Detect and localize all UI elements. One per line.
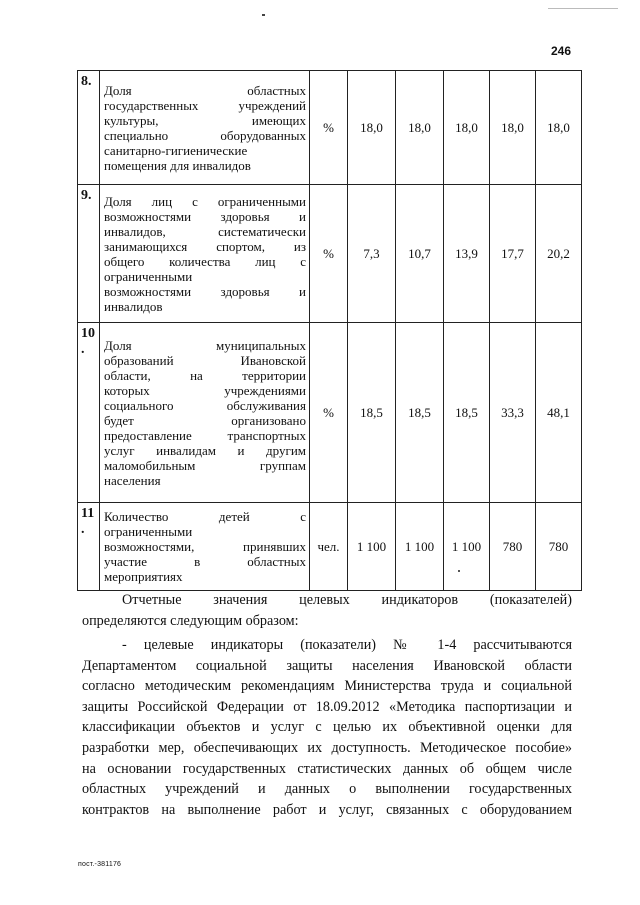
description-line: образований Ивановской <box>104 352 306 368</box>
text-line: определяются следующим образом: <box>82 612 299 629</box>
description-line: помещения для инвалидов <box>104 157 251 173</box>
description-line: санитарно-гигиенические <box>104 142 248 158</box>
description-line: Доля лиц с ограниченными <box>104 193 306 209</box>
description-line: будет организовано <box>104 412 306 428</box>
row-number <box>78 503 100 591</box>
page-number: 246 <box>551 44 572 58</box>
indicator-description <box>100 185 310 323</box>
description-line: которых учреждениями <box>104 382 306 398</box>
description-line: возможностями здоровья и <box>104 208 306 224</box>
text-line: областных учреждений и данных о выполнении государственных <box>82 781 572 798</box>
description-line: маломобильным группам <box>104 457 306 473</box>
row-number <box>78 323 100 503</box>
paragraph-intro <box>82 590 572 631</box>
text-line: - целевые индикаторы (показатели) № 1-4 рассчитываются <box>122 637 572 653</box>
description-line: мероприятиях <box>104 569 183 584</box>
scan-artifact-line <box>548 0 618 9</box>
value-cell: 33,3 <box>490 323 536 503</box>
value-cell: 13,9 <box>444 185 490 323</box>
description-line: инвалидов, систематически <box>104 223 306 239</box>
text-line: Департаментом социальной защиты населения Ивановской области <box>82 657 572 674</box>
value-cell: 10,7 <box>396 185 444 323</box>
description-line: услуг инвалидам и другим <box>104 442 306 458</box>
value-cell: 18,5 <box>444 323 490 503</box>
value-cell: 17,7 <box>490 185 536 323</box>
text-line: контрактов на выполнение работ и услуг, связанных с оборудованием <box>82 801 572 818</box>
description-line: Количество детей с <box>104 509 306 524</box>
description-line: предоставление транспортных <box>104 427 306 443</box>
description-line: культуры, имеющих <box>104 112 306 128</box>
description-line: специально оборудованных <box>104 127 306 143</box>
value-cell: 18,0 <box>396 71 444 185</box>
row-number-part: 9. <box>81 188 92 203</box>
description-line: социального обслуживания <box>104 397 306 413</box>
scan-speck <box>262 14 265 16</box>
table-row <box>78 323 582 503</box>
value-cell: 7,3 <box>348 185 396 323</box>
value-cell: 20,2 <box>536 185 582 323</box>
value-cell: 1 100 <box>396 503 444 591</box>
description-line: населения <box>104 472 161 488</box>
description-line: Доля областных <box>104 82 306 98</box>
row-number-part: 8. <box>81 74 92 89</box>
row-number-part: 10 <box>81 326 95 341</box>
description-line: возможностями здоровья и <box>104 283 306 299</box>
description-line: инвалидов <box>104 298 163 314</box>
row-number-part: 11 <box>81 506 95 521</box>
value-cell: 18,0 <box>348 71 396 185</box>
text-line: согласно методическим рекомендациям Министерства труда и социальной <box>82 678 572 695</box>
indicator-description <box>100 503 310 591</box>
text-line: защиты Российской Федерации от 18.09.2012 «Методика паспортизации и <box>82 698 572 715</box>
value-cell: 18,5 <box>348 323 396 503</box>
row-number-part: . <box>81 522 85 537</box>
value-cell: 18,5 <box>396 323 444 503</box>
description-line: общего количества лиц с <box>104 253 306 269</box>
value-cell: 1 100 <box>444 503 490 591</box>
description-line: участие в областных <box>104 554 306 569</box>
text-line: на основании государственных статистических данных об общем числе <box>82 760 572 777</box>
description-line: возможностями, принявших <box>104 539 306 554</box>
document-code: пост.-381176 <box>78 861 122 868</box>
value-cell: 18,0 <box>536 71 582 185</box>
unit-cell: % <box>310 185 348 323</box>
row-number <box>78 185 100 323</box>
text-line: Отчетные значения целевых индикаторов (показателей) <box>122 592 572 608</box>
description-line: ограниченными <box>104 268 193 284</box>
row-number-part: . <box>81 342 85 357</box>
value-cell: 48,1 <box>536 323 582 503</box>
unit-cell: % <box>310 323 348 503</box>
row-number <box>78 71 100 185</box>
value-cell: 780 <box>536 503 582 591</box>
value-cell: 18,0 <box>444 71 490 185</box>
indicator-description <box>100 71 310 185</box>
text-line: разработки мер, обеспечивающих их доступность. Методическое пособие» <box>82 739 572 756</box>
unit-cell: % <box>310 71 348 185</box>
indicator-description <box>100 323 310 503</box>
table-row <box>78 185 582 323</box>
paragraph-method <box>82 635 572 820</box>
table-row <box>78 503 582 591</box>
description-line: области, на территории <box>104 367 306 383</box>
description-line: Доля муниципальных <box>104 337 306 353</box>
value-cell: 18,0 <box>490 71 536 185</box>
table-row <box>78 71 582 185</box>
value-cell: 1 100 <box>348 503 396 591</box>
text-line: классификации объектов и услуг с целью их объективной оценки для <box>82 719 572 736</box>
description-line: занимающихся спортом, из <box>104 238 306 254</box>
value-cell: 780 <box>490 503 536 591</box>
description-line: ограниченными <box>104 524 193 539</box>
unit-cell: чел. <box>310 503 348 591</box>
description-line: государственных учреждений <box>104 97 306 113</box>
indicators-table <box>77 70 582 591</box>
